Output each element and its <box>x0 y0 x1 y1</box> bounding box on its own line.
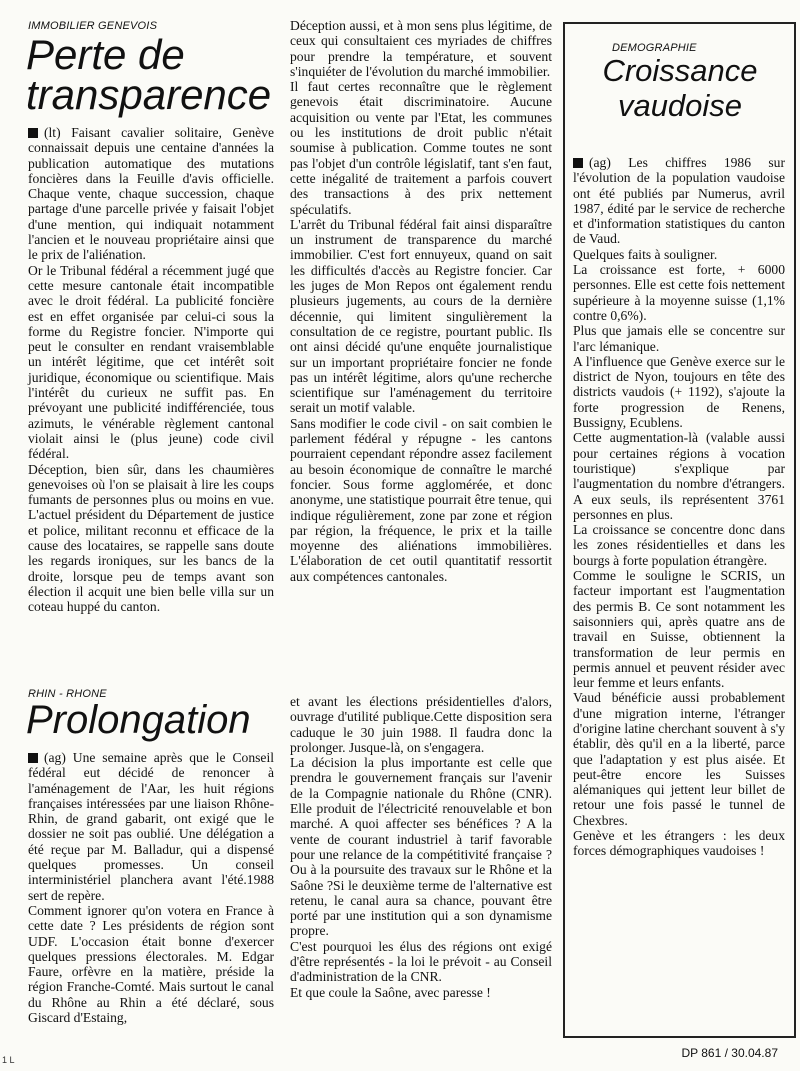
article3-column <box>573 155 785 859</box>
article2-column2 <box>290 694 552 1000</box>
article1-paragraph: Déception aussi, et à mon sens plus légitime, de ceux qui consultaient ces myriades de chiffres pour prendre la température, et souvent s'inquiéter de l'évolution du marché immobilier. <box>290 18 552 79</box>
article3-paragraph: Comme le souligne le SCRIS, un facteur important est l'augmentation des permis B. Ce sont notamment les saisonniers qui, après quatre ans de travail en Suisse, obtiennent la transformation de leur permis en permis annuel et peuvent résider avec leur femme et leurs enfants. <box>573 568 785 691</box>
article3-paragraph: La croissance se concentre donc dans les zones résidentielles et dans les bourgs à forte population étrangère. <box>573 522 785 568</box>
article2-paragraph: Et que coule la Saône, avec paresse ! <box>290 984 491 1000</box>
article1-paragraph: Sans modifier le code civil - on sait combien le parlement fédéral y répugne - les cantons pourraient cependant répondre assez facilement au besoin économique de connaître le marché foncier. Sous forme agglomérée, et donc anonyme, une statistique pourrait être tenue, qui indique régulièrement, zone par zone et région par région, la fréquence, le prix et la taille moyenne des aliénations immobilières. L'élaboration de cet outil quantitatif ressortit aux compétences cantonales. <box>290 415 552 584</box>
article2-paragraph: Comment ignorer qu'on votera en France à cette date ? Les présidents de région sont UDF. L'occasion était bonne d'exercer quelques pressions électorales. M. Edgar Faure, orfèvre en la matière, préside la région Franche-Comté. Mais surtout le canal du Rhône au Rhin a été déclaré, sous Giscard d'Estaing, <box>28 902 274 1026</box>
article2-title: Prolongation <box>26 698 251 742</box>
article2-paragraph: et avant les élections présidentielles d'alors, ouvrage d'utilité publique.Cette disposition sera caduque le 30 juin 1988. Il faudra donc la prolonger. Jusque-là, on s'engagera. <box>290 694 552 755</box>
bullet-square-icon <box>573 158 583 168</box>
article3-paragraph: A l'influence que Genève exerce sur le district de Nyon, toujours en tête des districts vaudois (+ 1192), s'ajoute la forte progression de Renens, Bussigny, Ecublens. <box>573 353 785 431</box>
article1-title-line1: Perte de <box>26 31 185 78</box>
article1-kicker: IMMOBILIER GENEVOIS <box>28 20 158 32</box>
article3-paragraph: Vaud bénéficie aussi probablement d'une migration interne, l'étranger d'origine latine cherchant souvent à s'y établir, dès qu'il en a la liberté, parce que l'adaptation y est plus aisée. Et peut-être encore les Suisses alémaniques qui jettent leur billet de retour une fois passé le tunnel de Chexbres. <box>573 690 785 828</box>
article3-paragraph: Cette augmentation-là (valable aussi pour certaines régions à vocation touristique) s'explique par l'augmentation du nombre d'étrangers. A eux seuls, ils représentent 3761 personnes en plus. <box>573 430 785 522</box>
article1-paragraph: Il faut certes reconnaître que le règlement genevois était discriminatoire. Aucune acquisition ou vente par l'Etat, les communes ou les institutions de droit public n'était soumise à publication. Comme toutes ne sont pas l'objet d'un contrôle législatif, tant s'en faut, cette inégalité de traitement a parfois couvert des transactions à des prix nettement spéculatifs. <box>290 79 552 217</box>
article3-title-line1: Croissance <box>602 53 758 88</box>
article1-paragraph: Or le Tribunal fédéral a récemment jugé que cette mesure cantonale était incompatible avec le droit fédéral. La publicité foncière est en effet organisée par celui-ci sous la forme du Registre foncier. N'importe qui peut le consulter en rendant vraisemblable un intérêt légitime, que cet intérêt soit juridique, économique ou scientifique. Mais l'intérêt du curieux ne suffit pas. En prévoyant une publicité indifférenciée, tous azimuts, le vénérable règlement cantonal violait ainsi le (plus jeune) code civil fédéral. <box>28 262 274 462</box>
article3-title-line2: vaudoise <box>617 88 743 123</box>
article2-paragraph: La décision la plus importante est celle que prendra le gouvernement français sur l'avenir de la Compagnie nationale du Rhône (CNR). Elle produit de l'électricité renouvelable et bon marché. A quoi affecter ses bénéfices ? A la vente de courant industriel à tarif favorable pour une relance de la compétitivité française ? Ou à la poursuite des travaux sur le Rhône et la Saône ?Si le deuxième terme de l'alternative est retenu, le canal aura sa chance, pouvant être porté par une institution qui a son dynamisme propre. <box>290 755 552 939</box>
article1-column2 <box>290 18 552 584</box>
page-footer: DP 861 / 30.04.87 <box>681 1046 778 1060</box>
article2-paragraph: C'est pourquoi les élus des régions ont exigé d'être représentés - la loi le prévoit - au Conseil d'administration de la CNR. <box>290 938 552 985</box>
article3-paragraph: (ag) Les chiffres 1986 sur l'évolution de la population vaudoise ont été publiés par Numerus, avril 1987, édité par le service de recherche et d'information statistiques du canton de Vaud. <box>573 155 785 247</box>
article1-title-line2: transparence <box>26 71 272 118</box>
article1-paragraph: (lt) Faisant cavalier solitaire, Genève connaissait depuis une centaine d'années la publication automatique des mutations foncières dans la Feuille d'avis officielle. Chaque vente, chaque succession, chaque partage d'une parcelle privée y faisait l'objet d'une mention, qui indiquait notamment l'ancien et le nouveau propriétaire ainsi que le prix de l'aliénation. <box>28 125 274 263</box>
article2-kicker: RHIN - RHONE <box>28 688 107 700</box>
corner-mark: 1 L <box>2 1055 15 1065</box>
article3-paragraph: Quelques faits à souligner. <box>573 246 718 262</box>
article3-paragraph: Genève et les étrangers : les deux forces démographiques vaudoises ! <box>573 828 785 859</box>
article3-paragraph: Plus que jamais elle se concentre sur l'arc lémanique. <box>573 323 785 354</box>
article3-kicker: DEMOGRAPHIE <box>612 42 697 54</box>
article1-paragraph: L'arrêt du Tribunal fédéral fait ainsi disparaître un instrument de transparence du marché immobilier. C'est fort ennuyeux, quand on sait les difficultés d'accès au Registre foncier. Car les juges de Mon Repos ont également rendu plusieurs jugements, au cours de la dernière décennie, qui limitent singulièrement la consultation de ce registre, pourtant public. Ils ont ainsi décidé qu'une enquête journalistique sur un important propriétaire foncier ne fonde pas un intérêt légitime, alors qu'une recherche scientifique sur l'aménagement du territoire serait un motif valable. <box>290 216 552 416</box>
article2-paragraph: (ag) Une semaine après que le Conseil fédéral eut décidé de renoncer à l'aménagement de l'Aar, les huit régions françaises intéressées par une liaison Rhône-Rhin, de grand gabarit, ont exigé que le dossier ne soit pas oublié. Une délégation a été reçue par M. Balladur, qui a dispensé quelques promesses. Un conseil interministériel plancherа avant l'été.1988 sert de repère. <box>28 750 274 903</box>
bullet-square-icon <box>28 753 38 763</box>
article1-paragraph: Déception, bien sûr, dans les chaumières genevoises où l'on se plaisait à lire les coups fumants de personnes plus ou moins en vue. L'actuel président du Département de justice et police, militant reconnu et efficace de la cause des locataires, se rappelle sans doute les regards ironiques, sur les bancs de la droite, lorsque peu de temps avant son élection il acquit une bien belle villa sur un coteau huppé du canton. <box>28 461 274 615</box>
article2-column1 <box>28 750 274 1025</box>
article1-column1 <box>28 125 274 615</box>
article3-paragraph: La croissance est forte, + 6000 personnes. Elle est cette fois nettement supérieure à la moyenne suisse (1,1% contre 0,6%). <box>573 262 785 323</box>
bullet-square-icon <box>28 128 38 138</box>
